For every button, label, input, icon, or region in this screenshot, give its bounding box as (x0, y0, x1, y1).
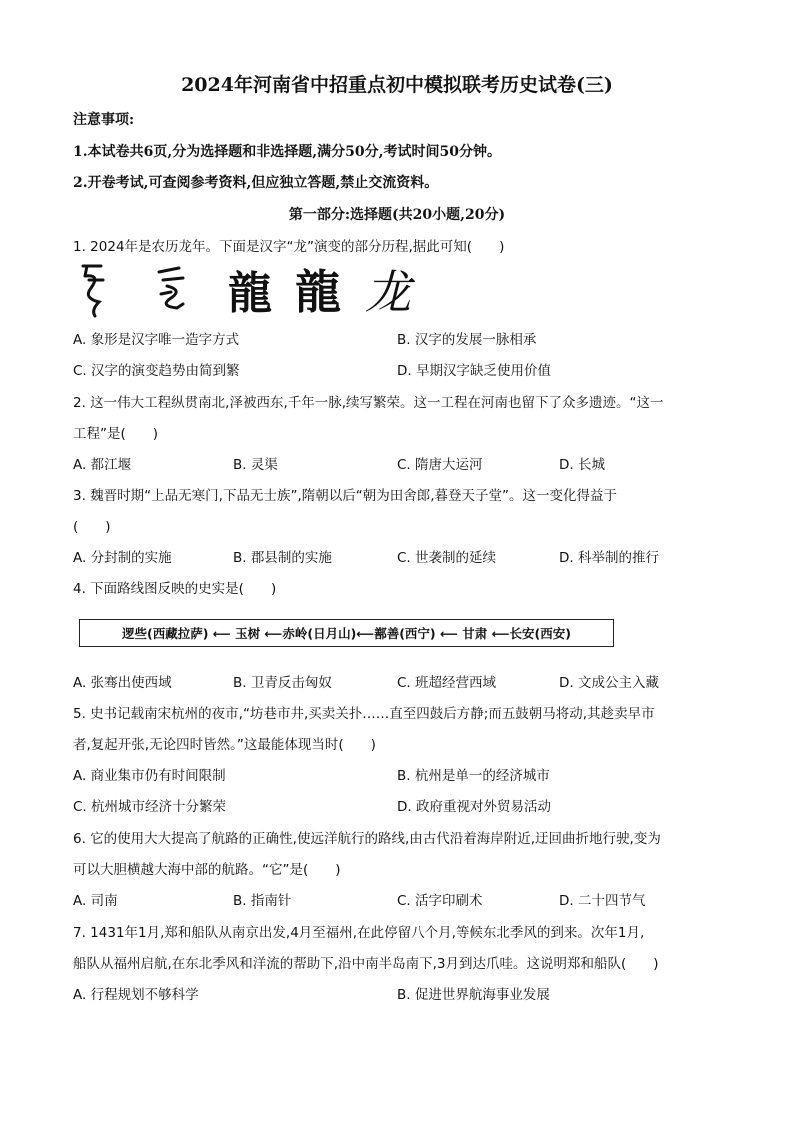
section-heading: 第一部分:选择题(共20小题,20分) (288, 207, 506, 223)
q7-stem-line1: 7. 1431年1月,郑和船队从南京出发,4月至福州,在此停留八个月,等候东北季风的到来。次年1月, (73, 925, 645, 941)
q1-option-a: A. 象形是汉字唯一造字方式 (73, 332, 240, 348)
q2-option-d: D. 长城 (559, 457, 605, 473)
q2-option-b: B. 灵渠 (233, 457, 278, 473)
q6-stem-line2: 可以大胆横越大海中部的航路。“它”是( ) (73, 862, 341, 878)
page-title: 2024年河南省中招重点初中模拟联考历史试卷(三) (181, 74, 613, 96)
notes-item-1: 1.本试卷共6页,分为选择题和非选择题,满分50分,考试时间50分钟。 (73, 144, 501, 160)
q1-stem: 1. 2024年是农历龙年。下面是汉字“龙”演变的部分历程,据此可知( ) (73, 239, 505, 255)
q3-option-b: B. 郡县制的实施 (233, 550, 332, 566)
dragon-glyph-evolution-image (73, 258, 433, 320)
q2-stem-line1: 2. 这一伟大工程纵贯南北,泽被西东,千年一脉,续写繁荣。这一工程在河南也留下了众多遗迹。“这一 (73, 395, 664, 411)
q4-option-b: B. 卫青反击匈奴 (233, 675, 332, 691)
q4-option-a: A. 张骞出使西域 (73, 675, 172, 691)
q7-option-b: B. 促进世界航海事业发展 (397, 987, 550, 1003)
q4-option-c: C. 班超经营西域 (397, 675, 497, 691)
q4-option-d: D. 文成公主入藏 (559, 675, 659, 691)
q3-option-a: A. 分封制的实施 (73, 550, 172, 566)
q6-option-c: C. 活字印刷术 (397, 893, 483, 909)
q7-option-a: A. 行程规划不够科学 (73, 987, 199, 1003)
simplified-dragon-glyph: 龙 (365, 265, 411, 319)
q6-stem-line1: 6. 它的使用大大提高了航路的正确性,使远洋航行的路线,由古代沿着海岸附近,迂回曲折地行驶,变为 (73, 831, 661, 847)
notes-heading: 注意事项: (73, 112, 135, 128)
q3-stem-line1: 3. 魏晋时期“上品无寒门,下品无士族”,隋朝以后“朝为田舍郎,暮登天子堂”。这一变化得益于 (73, 488, 618, 504)
q3-option-d: D. 科举制的推行 (559, 550, 659, 566)
q2-option-a: A. 都江堰 (73, 457, 132, 473)
q7-stem-line2: 船队从福州启航,在东北季风和洋流的帮助下,沿中南半岛南下,3月到达爪哇。这说明郑和船队( ) (73, 956, 659, 972)
route-diagram: 逻些(西藏拉萨) ⟵ 玉树 ⟵赤岭(日月山)⟵鄯善(西宁) ⟵ 甘肃 ⟵长安(西安) (79, 619, 614, 647)
q5-stem-line1: 5. 史书记载南宋杭州的夜市,“坊巷市井,买卖关扑……直至四鼓后方静;而五鼓朝马将动,其趁卖早市 (73, 706, 655, 722)
q3-stem-line2: ( ) (73, 519, 111, 535)
q6-option-b: B. 指南针 (233, 893, 292, 909)
q6-option-a: A. 司南 (73, 893, 118, 909)
bronze-dragon-glyph (159, 268, 183, 308)
notes-item-2: 2.开卷考试,可查阅参考资料,但应独立答题,禁止交流资料。 (73, 175, 439, 191)
seal-dragon-glyph: 龍 (228, 268, 272, 319)
q5-option-d: D. 政府重视对外贸易活动 (397, 799, 551, 815)
q5-stem-line2: 者,复起开张,无论四时皆然。”这最能体现当时( ) (73, 737, 376, 753)
q4-stem: 4. 下面路线图反映的史实是( ) (73, 581, 277, 597)
q5-option-a: A. 商业集市仍有时间限制 (73, 768, 226, 784)
q2-option-c: C. 隋唐大运河 (397, 457, 483, 473)
q1-option-c: C. 汉字的演变趋势由简到繁 (73, 363, 240, 379)
q2-stem-line2: 工程”是( ) (73, 426, 159, 442)
q5-option-b: B. 杭州是单一的经济城市 (397, 768, 550, 784)
q6-option-d: D. 二十四节气 (559, 893, 646, 909)
q1-option-b: B. 汉字的发展一脉相承 (397, 332, 537, 348)
q5-option-c: C. 杭州城市经济十分繁荣 (73, 799, 227, 815)
traditional-dragon-glyph: 龍 (295, 265, 341, 319)
oracle-bone-dragon-glyph (83, 266, 103, 316)
q1-option-d: D. 早期汉字缺乏使用价值 (397, 363, 551, 379)
q3-option-c: C. 世袭制的延续 (397, 550, 497, 566)
